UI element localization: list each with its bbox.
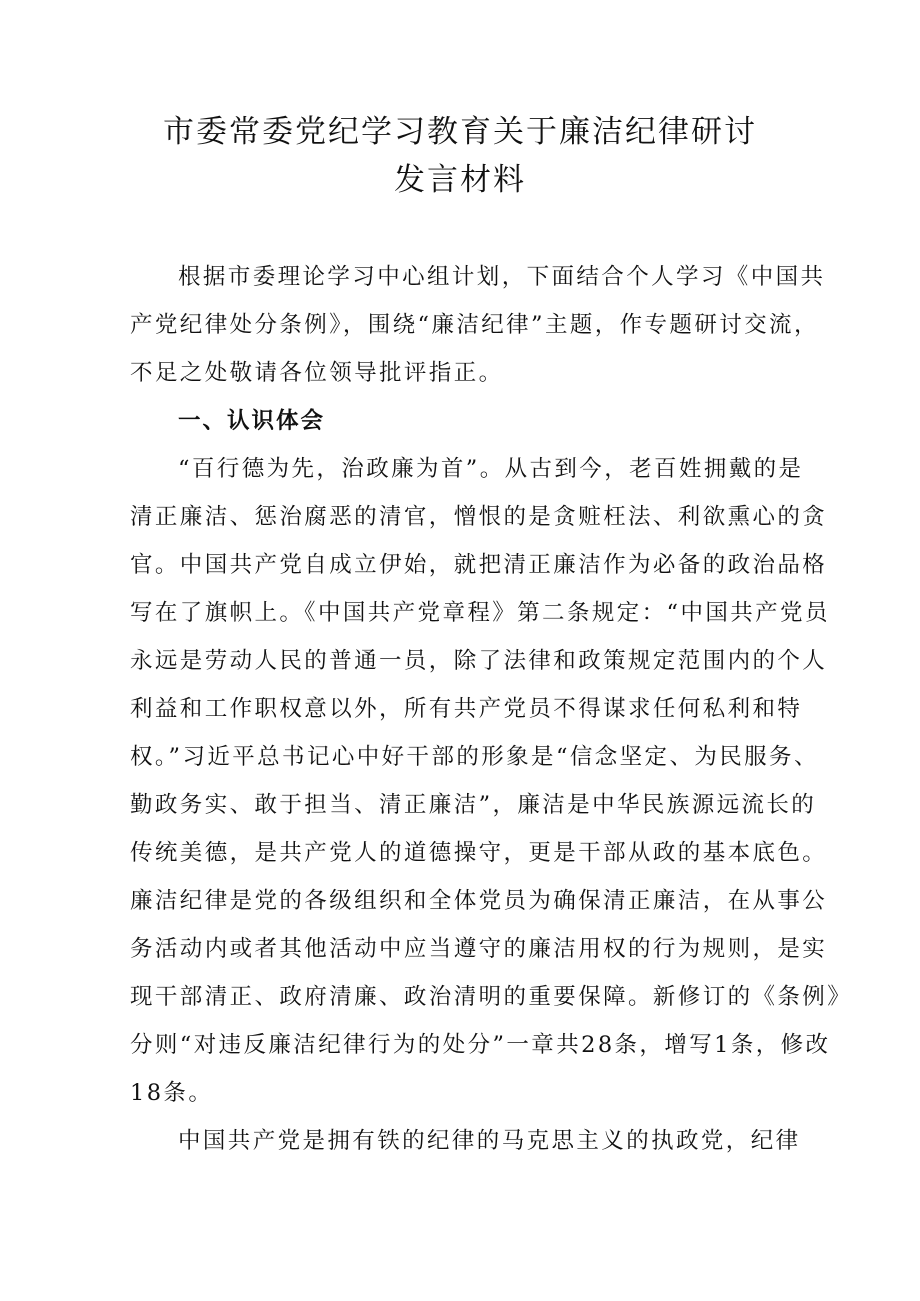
section-line-10: 廉洁纪律是党的各级组织和全体党员为确保清正廉洁，在从事公 [130, 888, 828, 914]
section-line-9: 传统美德，是共产党人的道德操守，更是干部从政的基本底色。 [130, 840, 828, 866]
section-line-11: 务活动内或者其他活动中应当遵守的廉洁用权的行为规则，是实 [130, 936, 828, 962]
section-line-8: 勤政务实、敢于担当、清正廉洁”，廉洁是中华民族源远流长的 [130, 792, 817, 818]
section-heading: 一、认识体会 [178, 408, 326, 434]
intro-line-3: 不足之处敬请各位领导批评指正。 [130, 360, 504, 386]
section-line-5: 永远是劳动人民的普通一员，除了法律和政策规定范围内的个人 [130, 648, 828, 674]
section-line-2: 清正廉洁、惩治腐恶的清官，憎恨的是贪赃枉法、利欲熏心的贪 [130, 504, 828, 530]
section-line-12: 现干部清正、政府清廉、政治清明的重要保障。新修订的《条例》 [130, 984, 853, 1010]
paragraph3-line-1: 中国共产党是拥有铁的纪律的马克思主义的执政党，纪律 [178, 1128, 801, 1154]
intro-line-2: 产党纪律处分条例》，围绕“廉洁纪律”主题，作专题研讨交流， [130, 312, 819, 338]
section-line-13: 分则“对违反廉洁纪律行为的处分”一章共28条，增写1条，修改 [130, 1032, 831, 1058]
section-line-6: 利益和工作职权意以外，所有共产党员不得谋求任何私利和特 [130, 696, 803, 722]
intro-line-1: 根据市委理论学习中心组计划，下面结合个人学习《中国共 [178, 264, 826, 290]
document-title-line-1: 市委常委党纪学习教育关于廉洁纪律研讨 [163, 114, 757, 150]
section-line-4: 写在了旗帜上。《中国共产党章程》第二条规定：“中国共产党员 [130, 600, 830, 626]
section-line-14: 18条。 [130, 1080, 214, 1106]
section-line-3: 官。中国共产党自成立伊始，就把清正廉洁作为必备的政治品格 [130, 552, 828, 578]
document-title-line-2: 发言材料 [394, 162, 526, 198]
section-line-1: “百行德为先，治政廉为首”。从古到今，老百姓拥戴的是 [178, 456, 804, 482]
section-line-7: 权。”习近平总书记心中好干部的形象是“信念坚定、为民服务、 [130, 744, 819, 770]
